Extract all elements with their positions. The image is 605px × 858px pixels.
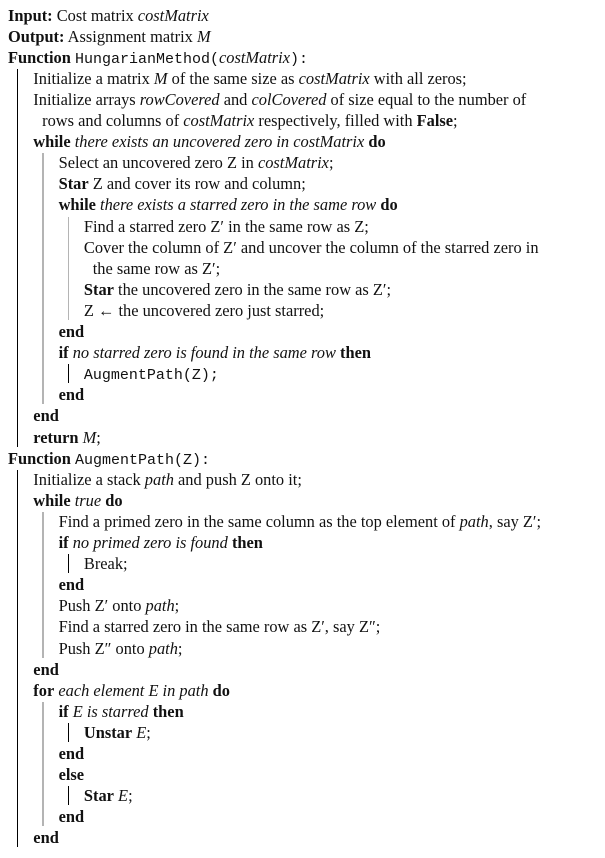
algorithm-line [33,680,230,701]
text: ; [453,111,458,130]
algorithm-line [33,490,122,511]
text: Cost matrix [52,5,138,25]
algorithm-line [59,384,85,405]
algorithm-line [33,827,59,848]
keyword: end [33,406,59,426]
text: the same row as Z′; [92,258,221,278]
text: Assignment matrix [64,26,197,46]
text: Z ← the uncovered zero just starred; [83,300,325,320]
keyword: Star [83,786,114,806]
algorithm-line [8,26,211,47]
loop-scope-bar [42,153,43,404]
algorithm-line [33,659,59,680]
algorithm-line [84,216,369,237]
keyword: do [212,680,230,700]
loop-scope-bar [42,512,43,658]
algorithm-line [84,237,539,258]
italic-text: no primed zero is found [72,533,228,552]
italic-text: E is starred [72,701,149,721]
keyword: Star [58,174,89,194]
italic-text: path [145,596,175,616]
keyword: while [58,195,96,215]
keyword: do [368,132,386,152]
algorithm-line [59,764,84,785]
text: and push Z onto it; [173,469,302,489]
italic-text: costMatrix [218,47,290,67]
keyword: then [231,533,263,552]
block-scope-bar [68,554,69,573]
code-text: HungarianMethod( [74,50,219,68]
text: respectively, filled with [254,111,417,130]
italic-text: costMatrix [137,5,209,25]
text: Cover the column of Z′ and uncover the column of the starred zero in [83,237,539,257]
loop-scope-bar [68,217,69,321]
keyword: for [33,680,55,700]
text: ; [174,596,180,616]
block-scope-bar [68,364,69,383]
algorithm-line [84,363,219,384]
algorithm-line [33,469,302,490]
keyword: Function [8,448,71,468]
text: ; [96,427,101,447]
italic-text: costMatrix [257,153,329,173]
algorithm-line [59,194,398,215]
code-text: AugmentPath(Z): [74,451,210,469]
text: ; [328,153,334,173]
keyword: False [416,111,454,130]
algorithm-line [8,5,209,26]
algorithm-line [84,785,133,806]
italic-text: no starred zero is found in the same row [72,343,336,363]
keyword: while [33,132,71,152]
italic-text: path [459,511,489,531]
algorithm-line [84,722,151,743]
text: ; [128,786,133,806]
italic-text: costMatrix [183,111,255,130]
text: the uncovered zero in the same row as Z′; [113,279,392,299]
italic-text: M [153,68,168,88]
text: Z and cover its row and column; [88,174,306,194]
text: of the same size as [167,68,299,88]
italic-text: each element E in path [58,680,209,700]
block-scope-bar [68,723,69,742]
algorithm-line [8,448,210,469]
text: Initialize a matrix [33,68,154,88]
keyword: if [58,533,69,552]
italic-text: path [144,469,174,489]
italic-text: E [136,722,147,742]
algorithm-line [59,616,381,637]
text: Push Z′ onto [58,596,146,616]
keyword: if [58,701,69,721]
algorithm-line [59,743,85,764]
algorithm-line [84,279,391,300]
algorithm-line [42,110,457,131]
text: Select an uncovered zero Z in [58,153,258,173]
keyword: then [152,701,184,721]
text: of size equal to the number of [326,89,527,109]
text: , say Z′; [488,511,542,531]
algorithm-line [84,553,128,574]
algorithm-line [33,131,385,152]
keyword: end [58,322,85,341]
text: ; [177,638,183,658]
italic-text: E [118,786,129,806]
keyword: end [58,575,85,595]
text: Find a starred zero Z′ in the same row as Z; [83,216,369,236]
code-text: ): [290,50,309,68]
keyword: Star [83,279,114,299]
algorithm-line [59,152,334,173]
algorithm-line [33,89,526,110]
keyword: end [58,385,85,405]
algorithm-line [33,427,101,448]
keyword: Output: [8,26,65,46]
algorithm-line [59,173,306,194]
algorithm-line [59,638,183,659]
text: with all zeros; [369,68,467,88]
text: Initialize a stack [33,469,145,489]
algorithm-line [33,405,59,426]
text: Push Z″ onto [58,638,149,658]
keyword: Function [8,47,71,67]
text: Initialize arrays [33,89,140,109]
algorithm-line [59,532,263,553]
italic-text: colCovered [251,89,327,109]
text: rows and columns of [42,111,184,130]
keyword: Input: [8,5,53,25]
italic-text: costMatrix [298,68,370,88]
algorithm-line [59,321,85,342]
text: and [219,89,252,109]
italic-text: M [82,427,97,447]
keyword: then [340,343,371,363]
block-scope-bar [17,69,18,447]
keyword: do [105,490,123,510]
italic-text: there exists an uncovered zero in costMatrix [74,132,365,152]
algorithm-line [84,300,324,321]
keyword: if [58,343,69,363]
text: Break; [83,554,128,574]
algorithm-line [59,701,184,722]
keyword: end [58,744,85,763]
keyword: end [33,659,59,679]
block-scope-bar [68,786,69,805]
italic-text: M [196,26,211,46]
keyword: do [380,195,398,215]
algorithm-line [59,574,85,595]
algorithm-line [8,47,308,68]
keyword: end [58,807,85,827]
italic-text: true [74,490,102,510]
text: Find a primed zero in the same column as the top element of [58,511,460,531]
code-text: AugmentPath(Z); [83,367,219,385]
text: ; [146,722,151,742]
loop-scope-bar [42,702,43,827]
keyword: Unstar [83,722,133,742]
keyword: return [33,427,79,447]
keyword: while [33,490,71,510]
block-scope-bar [17,470,18,848]
italic-text: rowCovered [139,89,220,109]
algorithm-line [93,258,220,279]
algorithm-line [33,68,466,89]
keyword: end [33,828,59,848]
italic-text: path [148,638,178,658]
text: Find a starred zero in the same row as Z′, say Z″; [58,617,381,637]
italic-text: there exists a starred zero in the same row [100,195,377,215]
algorithm-line [59,511,541,532]
algorithm-line [59,595,180,616]
algorithm-line [59,806,85,827]
keyword: else [58,765,85,785]
algorithm-line [59,342,371,363]
